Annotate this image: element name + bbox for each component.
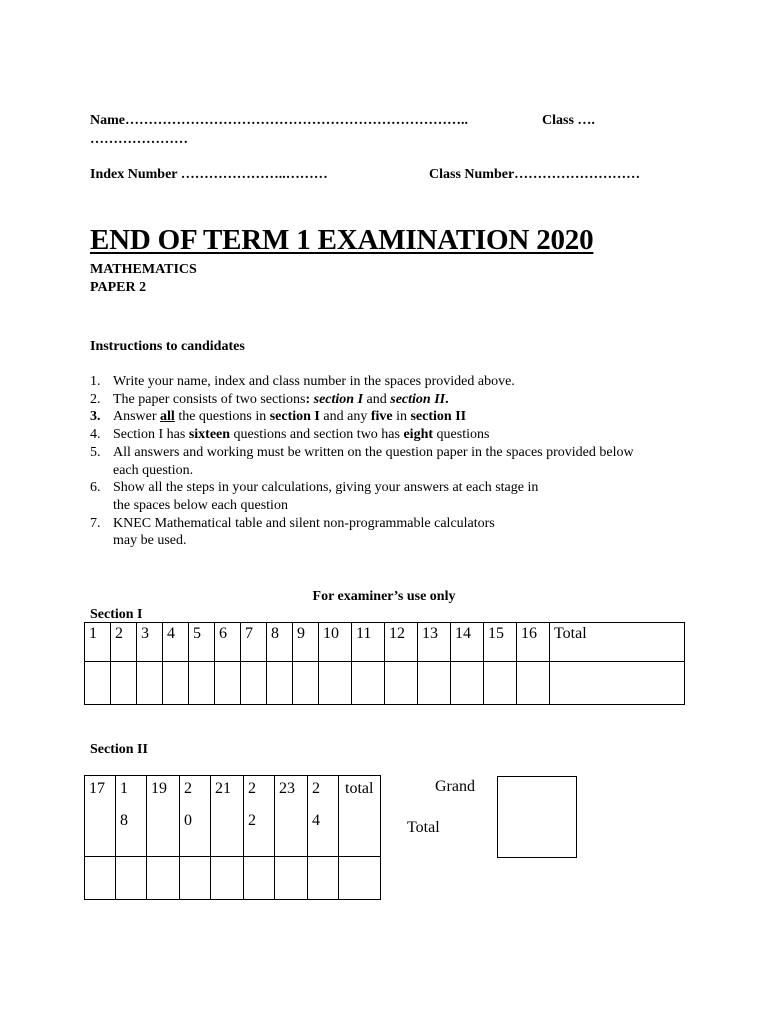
score-entry-cell	[293, 662, 319, 705]
score-header-cell: 1 8	[116, 776, 147, 857]
score-entry-cell	[275, 857, 308, 900]
score-entry-cell	[244, 857, 275, 900]
instruction-text: All answers and working must be written on the question paper in the spaces provided below	[113, 444, 634, 460]
instruction-item	[90, 426, 710, 444]
instruction-emphasis: section I	[269, 409, 320, 425]
instruction-text: the spaces below each question	[113, 497, 288, 513]
score-entry-cell	[451, 662, 484, 705]
instruction-text: and any	[323, 409, 368, 425]
index-blank: …………………..………	[180, 167, 328, 182]
score-header-cell: 15	[484, 623, 517, 662]
score-header-cell: 2 0	[180, 776, 211, 857]
score-entry-cell	[211, 857, 244, 900]
instruction-emphasis: eight	[403, 427, 434, 443]
exam-title: END OF TERM 1 EXAMINATION 2020	[90, 224, 594, 256]
score-table-header-row	[85, 776, 381, 857]
instruction-emphasis: sixteen	[188, 427, 231, 443]
score-header-cell: 10	[319, 623, 352, 662]
class-field-line	[542, 112, 595, 129]
score-header-cell: 1	[85, 623, 111, 662]
instruction-text: questions	[436, 427, 490, 443]
instruction-text: Show all the steps in your calculations, giving your answers at each stage in	[113, 480, 539, 496]
score-entry-cell	[352, 662, 385, 705]
score-header-cell: 4	[163, 623, 189, 662]
instruction-emphasis: section II	[390, 391, 446, 407]
name-field-line	[90, 112, 468, 129]
score-header-cell: 3	[137, 623, 163, 662]
section-2-score-table	[84, 775, 381, 900]
instructions-heading: Instructions to candidates	[90, 339, 245, 354]
score-total-entry-cell	[550, 662, 685, 705]
instruction-emphasis: five	[370, 409, 393, 425]
score-header-cell: 12	[385, 623, 418, 662]
score-header-cell: 2 4	[308, 776, 339, 857]
instruction-text: Answer	[113, 409, 157, 425]
examiner-heading: For examiner’s use only	[312, 589, 456, 604]
score-entry-cell	[308, 857, 339, 900]
score-entry-cell	[85, 857, 116, 900]
score-entry-cell	[85, 662, 111, 705]
name-blank: ………………………………………………………………..	[125, 113, 468, 128]
instructions-list	[90, 373, 710, 550]
instruction-item	[90, 391, 710, 409]
class-label: Class	[542, 113, 574, 128]
instruction-text: The paper consists of two sections	[113, 391, 306, 407]
name-label: Name	[90, 113, 125, 128]
score-entry-cell	[137, 662, 163, 705]
subject-label: MATHEMATICS	[90, 262, 197, 277]
score-entry-cell	[241, 662, 267, 705]
instruction-emphasis: :	[305, 391, 311, 407]
score-table-entry-row	[85, 662, 685, 705]
instruction-item	[90, 479, 710, 514]
instruction-item	[90, 373, 710, 391]
score-header-cell: 7	[241, 623, 267, 662]
section-1-score-table	[84, 622, 685, 705]
score-entry-cell	[517, 662, 550, 705]
score-header-cell: 2 2	[244, 776, 275, 857]
instruction-text: Section I has	[113, 427, 186, 443]
score-entry-cell	[484, 662, 517, 705]
instruction-text: questions and section two has	[233, 427, 400, 443]
instruction-text: each question.	[113, 462, 194, 478]
class-blank-continued: …………………	[90, 132, 188, 147]
score-header-cell: 11	[352, 623, 385, 662]
score-entry-cell	[111, 662, 137, 705]
instruction-item	[90, 408, 710, 426]
score-entry-cell	[147, 857, 180, 900]
instruction-number: 7.	[90, 515, 101, 531]
instruction-text: and	[366, 391, 387, 407]
instruction-emphasis: section I	[313, 391, 364, 407]
instruction-emphasis: all	[160, 409, 175, 425]
instruction-number: 6.	[90, 480, 101, 496]
score-entry-cell	[180, 857, 211, 900]
score-table-header-row	[85, 623, 685, 662]
instruction-item	[90, 444, 710, 479]
score-header-cell: 13	[418, 623, 451, 662]
instruction-number: 2.	[90, 391, 101, 407]
score-entry-cell	[116, 857, 147, 900]
score-entry-cell	[189, 662, 215, 705]
class-number-field-line	[429, 166, 640, 183]
score-header-cell: 6	[215, 623, 241, 662]
class-blank: ….	[577, 113, 595, 128]
score-total-header-cell: Total	[550, 623, 685, 662]
grand-total-label-top: Grand	[435, 778, 475, 795]
instruction-emphasis: .	[445, 391, 449, 407]
score-header-cell: 8	[267, 623, 293, 662]
instruction-emphasis: section II	[410, 409, 467, 425]
instruction-number: 4.	[90, 427, 101, 443]
score-header-cell: 2	[111, 623, 137, 662]
instruction-text: the questions in	[178, 409, 267, 425]
score-entry-cell	[418, 662, 451, 705]
score-header-cell: 5	[189, 623, 215, 662]
score-entry-cell	[385, 662, 418, 705]
instruction-text: may be used.	[113, 533, 187, 549]
score-header-cell: 21	[211, 776, 244, 857]
score-header-cell: 19	[147, 776, 180, 857]
score-entry-cell	[267, 662, 293, 705]
class-number-blank: ………………………	[514, 167, 641, 182]
instruction-number: 5.	[90, 444, 101, 460]
score-entry-cell	[319, 662, 352, 705]
section-2-label: Section II	[90, 742, 148, 757]
instruction-text: in	[396, 409, 407, 425]
grand-total-box	[497, 776, 577, 858]
instruction-text: KNEC Mathematical table and silent non-programmable calculators	[113, 515, 495, 531]
instruction-item	[90, 515, 710, 550]
section-1-label: Section I	[90, 607, 143, 622]
instruction-text: Write your name, index and class number in the spaces provided above.	[113, 374, 515, 389]
index-label: Index Number	[90, 167, 178, 182]
instruction-number: 3.	[90, 409, 101, 425]
score-header-cell: 17	[85, 776, 116, 857]
class-number-label: Class Number	[429, 167, 515, 182]
grand-total-label-bottom: Total	[407, 819, 440, 836]
instruction-number: 1.	[90, 374, 101, 389]
score-header-cell: 14	[451, 623, 484, 662]
score-table-entry-row	[85, 857, 381, 900]
index-field-line	[90, 166, 328, 183]
score-header-cell: 23	[275, 776, 308, 857]
score-total-entry-cell	[339, 857, 381, 900]
paper-label: PAPER 2	[90, 280, 147, 295]
score-total-header-cell: total	[339, 776, 381, 857]
score-entry-cell	[215, 662, 241, 705]
score-entry-cell	[163, 662, 189, 705]
score-header-cell: 9	[293, 623, 319, 662]
score-header-cell: 16	[517, 623, 550, 662]
